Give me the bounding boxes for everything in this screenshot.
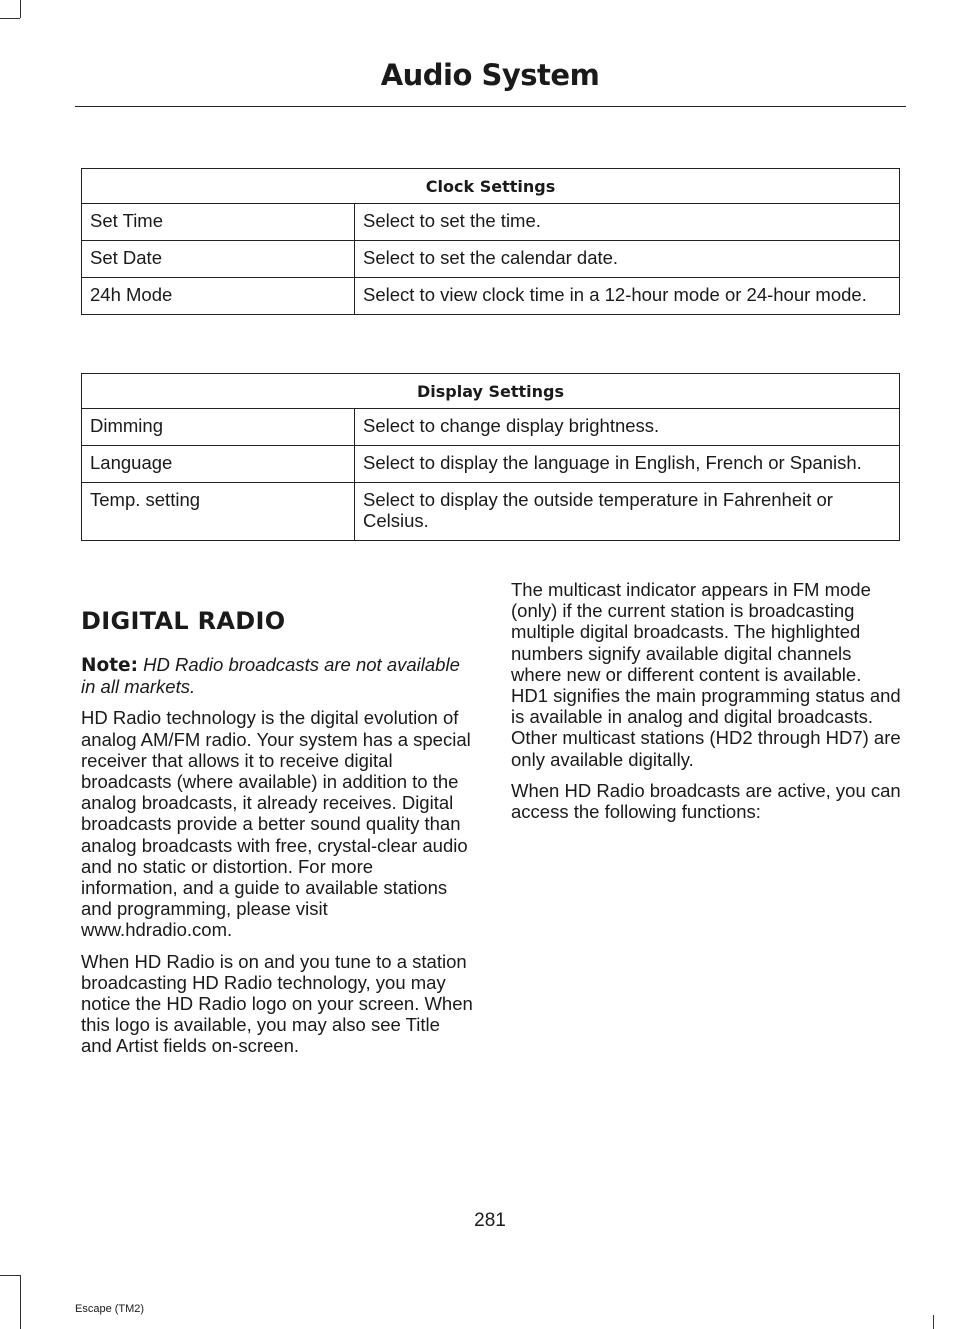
crop-mark xyxy=(20,0,21,18)
body-paragraph: When HD Radio is on and you tune to a station broadcasting HD Radio technology, you may notice the HD Radio logo on your screen. When this logo is available, you may also see Title and Artist fields on-screen. xyxy=(81,950,473,1057)
setting-name: Set Time xyxy=(82,204,355,241)
page-title: Audio System xyxy=(380,58,600,92)
crop-mark xyxy=(933,1315,934,1329)
table-row xyxy=(82,241,900,278)
body-paragraph: The multicast indicator appears in FM mode (only) if the current station is broadcasting multiple digital broadcasts. The highlighted numbers signify available digital channels where new or different content is available. HD1 signifies the main programming status and is available in analog and digital broadcasts. Other multicast stations (HD2 through HD7) are only available digitally. xyxy=(511,579,901,770)
setting-name: Dimming xyxy=(82,409,355,446)
table-row xyxy=(82,483,900,541)
header-divider xyxy=(75,106,906,107)
setting-description: Select to set the time. xyxy=(355,204,900,241)
setting-name: Set Date xyxy=(82,241,355,278)
table-row xyxy=(82,409,900,446)
setting-description: Select to set the calendar date. xyxy=(355,241,900,278)
table-row xyxy=(82,278,900,315)
setting-description: Select to display the outside temperature in Fahrenheit or Celsius. xyxy=(355,483,900,541)
right-column xyxy=(511,579,903,832)
table-row xyxy=(82,446,900,483)
crop-mark xyxy=(0,1275,20,1276)
crop-mark xyxy=(0,18,20,19)
note-text: HD Radio broadcasts are not available in all markets. xyxy=(81,654,460,698)
left-column xyxy=(81,654,473,1067)
setting-description: Select to view clock time in a 12-hour mode or 24-hour mode. xyxy=(355,278,900,315)
setting-name: Language xyxy=(82,446,355,483)
setting-name: 24h Mode xyxy=(82,278,355,315)
table-row xyxy=(82,204,900,241)
setting-description: Select to display the language in English, French or Spanish. xyxy=(355,446,900,483)
body-paragraph: When HD Radio broadcasts are active, you can access the following functions: xyxy=(511,779,901,823)
setting-description: Select to change display brightness. xyxy=(355,409,900,446)
note-label: Note: xyxy=(81,655,138,676)
note-paragraph xyxy=(81,654,473,697)
footer-model: Escape (TM2) xyxy=(75,1303,145,1315)
body-paragraph: HD Radio technology is the digital evolution of analog AM/FM radio. Your system has a special receiver that allows it to receive digital broadcasts (where available) in addition to the analog broadcasts, it already receives. Digital broadcasts provide a better sound quality than analog broadcasts with free, crystal-clear audio and no static or distortion. For more information, and a guide to available stations and programming, please visit www.hdradio.com. xyxy=(81,707,471,941)
setting-name: Temp. setting xyxy=(82,483,355,541)
page-number: 281 xyxy=(474,1210,506,1231)
section-heading: DIGITAL RADIO xyxy=(81,607,286,635)
table-title: Display Settings xyxy=(82,374,900,409)
table-title: Clock Settings xyxy=(82,169,900,204)
clock-settings-table xyxy=(81,168,900,315)
crop-mark xyxy=(20,1275,21,1329)
display-settings-table xyxy=(81,373,900,541)
